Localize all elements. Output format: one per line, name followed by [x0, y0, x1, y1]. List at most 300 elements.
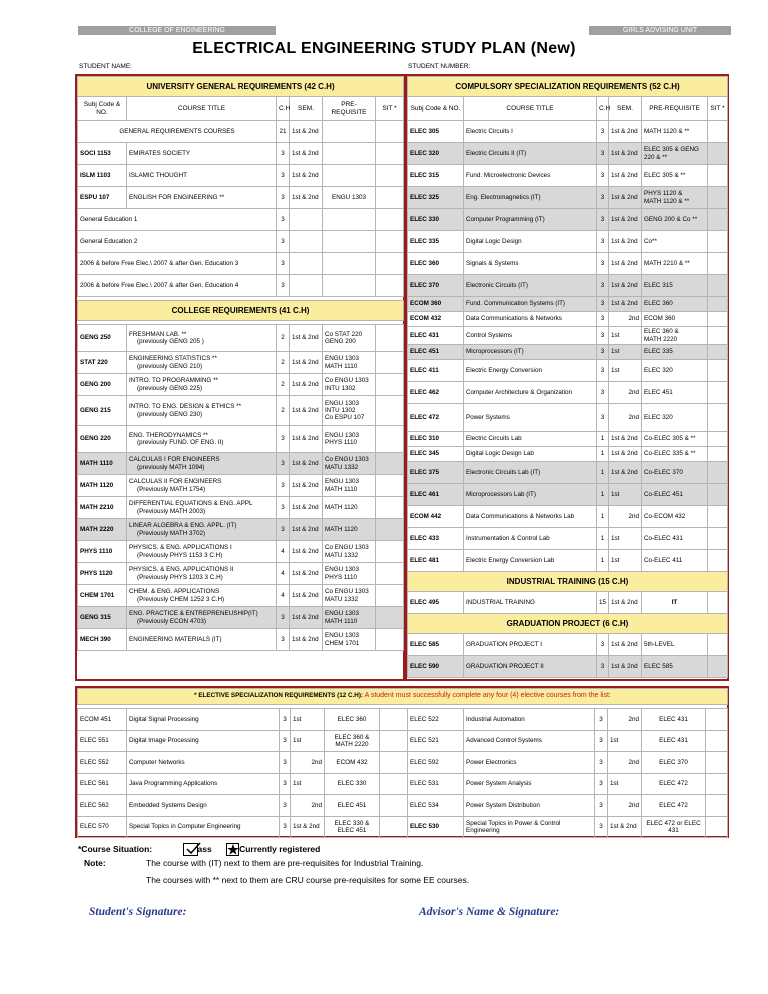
course-title: [78, 231, 277, 253]
credit-hours-text: 3: [283, 823, 287, 831]
situation-cell: [706, 752, 728, 774]
star-icon: ★: [227, 842, 239, 857]
prerequisite: [642, 816, 706, 838]
semester-text: 2nd: [311, 801, 322, 809]
section-title: [408, 572, 728, 592]
subject-code: [408, 709, 464, 731]
course-row: [408, 382, 728, 404]
course-row: [78, 426, 404, 453]
semester-text: 1st & 2nd: [611, 149, 638, 157]
subject-code: [408, 752, 464, 774]
section-header-row: [78, 77, 404, 97]
situation-cell: [708, 312, 728, 327]
credit-hours: [597, 404, 609, 432]
prerequisite: [642, 231, 708, 253]
course-title: [464, 312, 597, 327]
credit-hours-text: 15: [599, 598, 607, 606]
semester-text: 1st & 2nd: [292, 127, 319, 135]
semester: [290, 121, 323, 143]
subject-code-text: ELEC 375: [410, 468, 440, 476]
column-header-row: [408, 97, 728, 121]
prerequisite-text: ELEC 360: [644, 300, 673, 308]
situation-cell: [708, 253, 728, 275]
situation-cell: [376, 453, 404, 475]
course-row: [408, 506, 728, 528]
subject-code-text: SOCI 1153: [80, 149, 111, 157]
subject-code-text: ELEC 495: [410, 598, 440, 606]
credit-hours: [597, 253, 609, 275]
course-title: [464, 209, 597, 231]
semester-text: 1st & 2nd: [292, 358, 319, 366]
prerequisite-text: ELEC 305 & **: [644, 171, 686, 179]
prerequisite-text: PHYS 1120 &: [644, 190, 683, 198]
situation-cell: [376, 325, 404, 352]
prerequisite-text: ELEC 472 or ELEC: [646, 819, 701, 827]
semester-text: 1st & 2nd: [292, 435, 319, 443]
prerequisite-text: ELEC 360 &: [334, 733, 370, 741]
semester: [609, 550, 642, 572]
credit-hours-text: 3: [599, 823, 603, 831]
prerequisite: [642, 506, 708, 528]
prerequisite: [642, 382, 708, 404]
credit-hours: [595, 773, 608, 795]
prerequisite: [642, 327, 708, 345]
course-title-text: Digital Logic Design Lab: [466, 450, 534, 458]
student-number-label: STUDENT NUMBER:: [408, 63, 471, 70]
situation-cell: [708, 121, 728, 143]
semester-text: 1st & 2nd: [292, 459, 319, 467]
course-title-text: Data Communications & Networks: [466, 315, 562, 323]
course-title: [127, 585, 277, 607]
semester-text: 2nd: [628, 388, 639, 396]
credit-hours: [595, 795, 608, 817]
course-title-text: Microprocessors (IT): [466, 348, 524, 356]
course-row: [408, 360, 728, 382]
situation-header: [376, 97, 404, 121]
course-title: [127, 816, 280, 838]
prerequisite-text: MATH 1120 & **: [644, 197, 690, 205]
credit-hours-text: 3: [600, 315, 605, 323]
situation-cell: [376, 352, 404, 374]
prerequisite-text: Co-ELEC 305 & **: [644, 435, 696, 443]
subject-code-text: ELEC 562: [80, 801, 109, 809]
course-title-text: General Education 1: [80, 215, 138, 223]
course-title-text: Java Programming Applications: [129, 780, 218, 788]
semester-text: 1st: [293, 780, 302, 788]
subject-code: [78, 396, 127, 426]
prerequisite: [642, 528, 708, 550]
section-header-row: [408, 614, 728, 634]
course-title-text: Embedded Systems Design: [129, 801, 207, 809]
prerequisite: [323, 426, 376, 453]
prerequisite: [323, 629, 376, 651]
prerequisite-text: ELEC 330: [337, 780, 367, 788]
semester-text: 1st: [610, 737, 619, 745]
credit-hours: [277, 253, 290, 275]
subject-code-text: ELEC 345: [410, 450, 440, 458]
credit-hours-text: 3: [600, 171, 605, 179]
semester-header: [290, 97, 323, 121]
course-title-text: Advanced Control Systems: [466, 737, 542, 745]
credit-hours: [597, 634, 609, 656]
elective-row: [78, 752, 728, 774]
course-title-text: CALCULAS II FOR ENGINEERS: [129, 478, 222, 486]
course-title: [464, 795, 595, 817]
course-title: [464, 592, 597, 614]
course-title-text: ENG. THERODYNAMICS **: [129, 431, 208, 439]
course-title: [127, 374, 277, 396]
semester: [290, 275, 323, 297]
specialization-requirements-table: [407, 76, 728, 678]
prerequisite-text: ELEC 431: [659, 737, 688, 745]
situation-cell: [376, 563, 404, 585]
note-label: Note:: [84, 858, 106, 868]
subject-code-text: ECOM 432: [410, 315, 442, 323]
course-title: [464, 634, 597, 656]
course-row: [408, 634, 728, 656]
course-row: [408, 656, 728, 678]
subject-code-text: ELEC 433: [410, 534, 440, 542]
course-title-text: (previously MATH 1094): [137, 463, 205, 471]
situation-cell: [376, 209, 404, 231]
semester: [609, 656, 642, 678]
subject-code-text: ECOM 451: [80, 715, 112, 723]
course-row: [78, 143, 404, 165]
situation-cell: [376, 396, 404, 426]
situation-cell: [376, 275, 404, 297]
prerequisite-text: MATH 2220: [335, 740, 369, 748]
semester-text: 1st & 2nd: [292, 334, 319, 342]
course-title: [464, 297, 597, 312]
prerequisite-text: MATH 1110: [325, 485, 358, 493]
subject-code: [78, 607, 127, 629]
subject-code-text: MATH 1120: [80, 481, 114, 489]
prerequisite-text: MATH 1120 & **: [644, 127, 690, 135]
course-row: [408, 550, 728, 572]
prerequisite-text: Co-ECOM 432: [644, 512, 686, 520]
course-row: [78, 629, 404, 651]
credit-hours: [597, 231, 609, 253]
credit-hours: [597, 506, 609, 528]
credit-hours: [277, 143, 290, 165]
prerequisite: [323, 325, 376, 352]
university-college-requirements-table: [77, 76, 404, 651]
credit-hours-text: 3: [281, 193, 285, 201]
credit-hours-text: 3: [599, 780, 603, 788]
credit-hours-text: 3: [600, 149, 605, 157]
course-title-text: Computer Networks: [129, 758, 185, 766]
course-title-text: Microprocessors Lab (IT): [466, 490, 536, 498]
situation-cell: [708, 327, 728, 345]
prerequisite-text: ELEC 451: [337, 826, 367, 834]
semester-text: 1st: [293, 715, 302, 723]
subject-code: [78, 497, 127, 519]
situation-cell: [380, 773, 408, 795]
semester-text: 1st & 2nd: [292, 525, 319, 533]
prerequisite: [323, 209, 376, 231]
credit-hours: [277, 519, 290, 541]
prerequisite-text: ELEC 585: [644, 662, 673, 670]
semester-text: 1st & 2nd: [292, 149, 319, 157]
subject-code-text: MATH 2220: [80, 525, 114, 533]
prerequisite-text: 220 & **: [644, 153, 668, 161]
subject-code: [78, 629, 127, 651]
situation-cell: [380, 816, 408, 838]
course-row: [78, 607, 404, 629]
credit-hours-text: 3: [283, 715, 287, 723]
subject-code-text: GENG 315: [80, 613, 111, 621]
course-title-text: INDUSTRIAL TRAINING: [466, 598, 535, 606]
prerequisite: [323, 475, 376, 497]
prerequisite: [642, 253, 708, 275]
course-title-text: 2006 & before Free Elec.\ 2007 & after Gen. Education 4: [80, 281, 239, 289]
credit-hours-text: 3: [599, 737, 603, 745]
semester-text: 1st: [611, 366, 620, 374]
course-title-text: ENGINEERING MATERIALS (IT): [129, 635, 222, 643]
prerequisite: [323, 541, 376, 563]
course-title: [127, 795, 280, 817]
subject-code: [408, 506, 464, 528]
subject-code-text: MECH 390: [80, 635, 111, 643]
credit-hours: [280, 752, 291, 774]
credit-hours: [277, 396, 290, 426]
prerequisite: [323, 352, 376, 374]
credit-hours: [277, 541, 290, 563]
course-title-text: (Previously MATH 3702): [137, 529, 206, 537]
credit-hours: [597, 462, 609, 484]
elective-row: [78, 709, 728, 731]
credit-hours-text: 3: [600, 413, 605, 421]
credit-hours-text: 2: [281, 380, 285, 388]
course-title-text: 2006 & before Free Elec.\ 2007 & after Gen. Education 3: [80, 259, 239, 267]
prerequisite-text: PHYS 1110: [325, 439, 357, 446]
semester-text: 1st & 2nd: [611, 193, 638, 201]
situation-cell: [708, 634, 728, 656]
situation-header: [708, 97, 728, 121]
prerequisite: [325, 752, 380, 774]
semester: [609, 447, 642, 462]
credit-hours-text: 21: [279, 127, 287, 135]
prerequisite: [642, 345, 708, 360]
subject-code: [408, 656, 464, 678]
credit-hours: [595, 816, 608, 838]
prerequisite-text: Co-ELEC 431: [644, 534, 683, 542]
subject-code: [408, 528, 464, 550]
registered-label: Currently registered: [239, 843, 321, 854]
course-row: [408, 253, 728, 275]
course-title-text: Power Electronics: [466, 758, 517, 766]
course-title-text: (Previously MATH 2003): [137, 507, 206, 515]
course-title-text: (Previously PHYS 1203 3 C.H): [137, 573, 223, 581]
prerequisite-text: ENGU 1303: [325, 610, 359, 618]
subject-code: [78, 453, 127, 475]
semester: [609, 360, 642, 382]
course-title: [127, 352, 277, 374]
situation-cell: [376, 519, 404, 541]
credit-hours: [280, 709, 291, 731]
subject-code-text: ELEC 325: [410, 193, 440, 201]
course-title-text: Electronic Circuits Lab (IT): [466, 468, 541, 476]
prerequisite: [323, 231, 376, 253]
advisor-signature-label: Advisor's Name & Signature:: [419, 906, 560, 918]
prerequisite: [323, 275, 376, 297]
college-banner: COLLEGE OF ENGINEERING: [78, 26, 276, 35]
credit-hours-text: 3: [600, 388, 605, 396]
subject-code-text: ELEC 481: [410, 556, 440, 564]
prerequisite-text: ENGU 1303: [325, 632, 359, 640]
situation-cell: [708, 550, 728, 572]
semester: [290, 607, 323, 629]
semester-text: 1st & 2nd: [292, 503, 319, 511]
situation-cell: [708, 506, 728, 528]
course-title-text: Eng. Electromagnetics (IT): [466, 193, 541, 201]
credit-hours-header: [277, 97, 290, 121]
situation-cell: [380, 752, 408, 774]
course-title-text: Power System Analysis: [466, 780, 532, 788]
credit-hours-text: 3: [600, 281, 605, 289]
course-title-text: Computer Programming (IT): [466, 215, 545, 223]
semester: [609, 528, 642, 550]
subject-code: [408, 447, 464, 462]
credit-hours-text: 1: [600, 450, 605, 458]
situation-cell: [708, 656, 728, 678]
prerequisite-text: MATH 2210 & **: [644, 259, 690, 267]
section-header-row: [78, 689, 728, 705]
course-situation-legend: [78, 843, 320, 856]
subject-code: [78, 143, 127, 165]
prerequisite-text: ECOM 432: [336, 758, 368, 766]
subject-code-text: MATH 2210: [80, 503, 114, 511]
course-row: [408, 404, 728, 432]
situation-cell: [376, 497, 404, 519]
course-title: [464, 253, 597, 275]
section-title-text: COLLEGE REQUIREMENTS (41 C.H): [171, 305, 310, 315]
situation-cell: [380, 709, 408, 731]
course-title-text: Industrial Automation: [466, 715, 525, 723]
subject-code-text: ELEC 592: [410, 758, 439, 766]
prerequisite: [642, 275, 708, 297]
prerequisite: [323, 519, 376, 541]
situation-cell: [708, 484, 728, 506]
semester: [290, 585, 323, 607]
prerequisite-text: ELEC 315: [644, 281, 673, 289]
credit-hours-text: 1: [600, 468, 605, 476]
credit-hours-text: 3: [281, 503, 285, 511]
credit-hours: [597, 327, 609, 345]
course-title-text: GRADUATION PROJECT I: [466, 640, 543, 648]
course-row: [78, 325, 404, 352]
prerequisite: [642, 634, 708, 656]
section-header-row: [78, 301, 404, 321]
credit-hours-text: 2: [281, 358, 285, 366]
prerequisite-text: ENGU 1303: [325, 566, 359, 574]
subject-code: [408, 297, 464, 312]
credit-hours: [277, 585, 290, 607]
subject-code-text: ELEC 462: [410, 388, 440, 396]
subject-code: [78, 541, 127, 563]
prerequisite-text: INTU 1302: [325, 384, 356, 392]
credit-hours: [597, 656, 609, 678]
credit-hours: [597, 297, 609, 312]
credit-hours: [277, 453, 290, 475]
course-row: [408, 312, 728, 327]
prerequisite: [323, 187, 376, 209]
prerequisite-text: Co ESPU 107: [325, 414, 365, 422]
prerequisite-text: ENGU 1303: [325, 478, 359, 486]
course-title: [127, 453, 277, 475]
course-title-text: Power Systems: [466, 413, 510, 421]
subject-code: [78, 752, 127, 774]
semester-text: 1st & 2nd: [611, 435, 638, 443]
prerequisite-header-text: PRE-REQUISITE: [649, 104, 700, 112]
course-title-text: GRADUATION PROJECT II: [466, 662, 544, 670]
course-row: [408, 165, 728, 187]
elective-row: [78, 773, 728, 795]
subject-code: [408, 550, 464, 572]
subject-code: [78, 773, 127, 795]
semester-header: [609, 97, 642, 121]
prerequisite-text: MATU 1332: [325, 463, 359, 471]
course-title-text: Power System Distribution: [466, 801, 540, 809]
subject-code: [408, 432, 464, 447]
situation-header-text: SIT *: [710, 104, 725, 112]
prerequisite-text: ELEC 305 & GENG: [644, 146, 699, 154]
credit-hours-text: 3: [281, 237, 285, 245]
course-title-text: Control Systems: [466, 331, 513, 339]
credit-hours-text: 3: [599, 801, 603, 809]
course-row: [78, 519, 404, 541]
credit-hours-text: 3: [283, 801, 287, 809]
section-header-row: [408, 572, 728, 592]
subject-code: [78, 563, 127, 585]
course-row: [78, 275, 404, 297]
subject-code-text: ELEC 585: [410, 640, 440, 648]
elective-row: [78, 730, 728, 752]
credit-hours-text: 3: [600, 193, 605, 201]
course-title-text: (previously FUND. OF ENG. II): [137, 439, 224, 446]
subject-code: [78, 352, 127, 374]
credit-hours: [277, 352, 290, 374]
prerequisite-text: ENGU 1303: [325, 399, 359, 407]
course-title: [78, 209, 277, 231]
course-row: [408, 121, 728, 143]
credit-hours-text: 3: [281, 215, 285, 223]
course-title-text: PHYSICS. & ENG. APPLICATIONS I: [129, 544, 232, 552]
prerequisite-text: Co-ELEC 451: [644, 490, 683, 498]
course-title: [127, 497, 277, 519]
subject-code: [408, 592, 464, 614]
prerequisite: [642, 187, 708, 209]
course-title: [78, 275, 277, 297]
semester-text: 1st & 2nd: [292, 613, 319, 621]
semester-text: 1st & 2nd: [611, 450, 638, 458]
situation-cell: [708, 382, 728, 404]
credit-hours-text: 3: [283, 780, 287, 788]
prerequisite-header: [642, 97, 708, 121]
credit-hours: [277, 607, 290, 629]
course-title: [464, 404, 597, 432]
semester-text: 1st & 2nd: [611, 259, 638, 267]
subject-code: [408, 382, 464, 404]
prerequisite-text: ELEC 335: [644, 348, 673, 356]
semester-text: 1st & 2nd: [610, 823, 637, 831]
course-title-text: (previously GENG 225): [137, 384, 203, 392]
course-title: [464, 275, 597, 297]
credit-hours: [597, 432, 609, 447]
credit-hours-text: 3: [281, 481, 285, 489]
page-title: ELECTRICAL ENGINEERING STUDY PLAN (New): [192, 40, 576, 57]
prerequisite-text: ELEC 360 &: [644, 328, 679, 336]
